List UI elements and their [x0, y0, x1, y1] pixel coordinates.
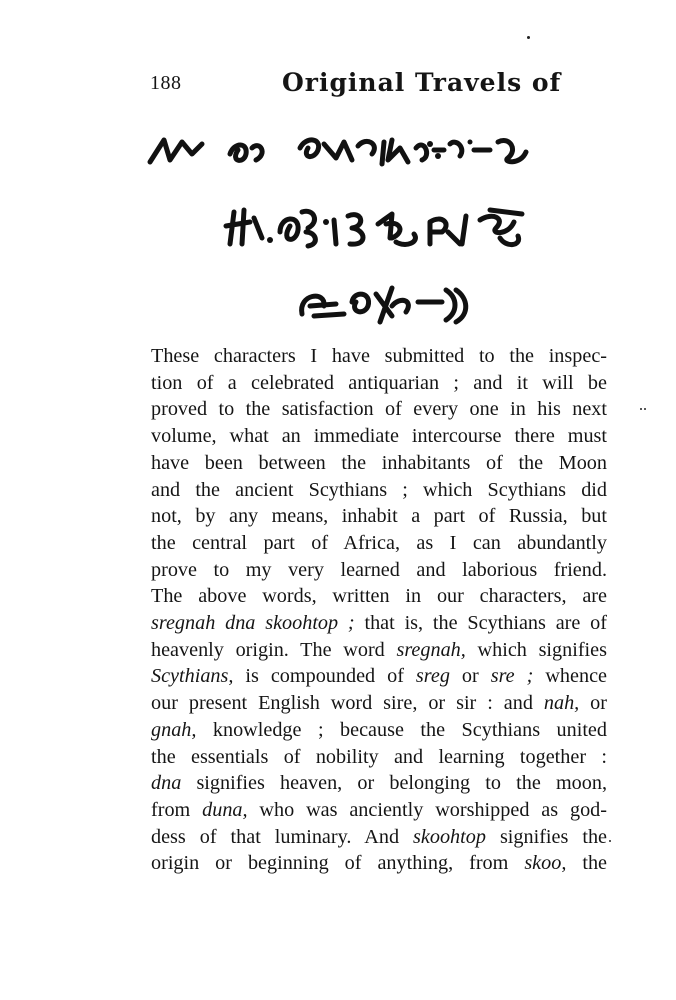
text-run: signifies the — [485, 825, 607, 848]
text-run: from — [151, 798, 203, 821]
text-line — [151, 690, 607, 717]
body-text — [151, 343, 607, 877]
text-line — [151, 850, 607, 877]
italic-term: nah, — [543, 692, 580, 715]
text-run: knowledge ; because the Scythians united — [196, 718, 607, 741]
italic-term: sreg — [415, 665, 450, 688]
text-run: or — [579, 692, 607, 715]
text-run: heavenly origin. The word — [151, 638, 397, 661]
text-line — [151, 343, 607, 370]
text-run: proved to the satisfaction of every one in his next — [151, 398, 607, 421]
text-run: prove to my very learned and laborious friend. — [151, 558, 607, 581]
text-run: origin or beginning of anything, from — [151, 852, 525, 875]
text-run: or — [449, 665, 491, 688]
text-run: have been between the inhabitants of the Moon — [151, 451, 607, 474]
lunar-script-line-2 — [130, 192, 600, 262]
text-line — [151, 717, 607, 744]
text-run: not, by any means, inhabit a part of Russia, but — [151, 505, 607, 528]
ink-speck — [609, 840, 611, 842]
text-run: our present English word sire, or sir : and — [151, 692, 544, 715]
ink-speck — [640, 408, 642, 410]
text-line — [151, 744, 607, 771]
italic-term: dna — [151, 772, 182, 795]
text-run: dess of that luminary. And — [151, 825, 414, 848]
text-line — [151, 824, 607, 851]
lunar-script-illustration — [130, 120, 600, 330]
text-run: signifies heaven, or belonging to the moon, — [181, 772, 607, 795]
page-header — [150, 68, 610, 102]
text-run: is compounded of — [233, 665, 416, 688]
text-run: tion of a celebrated antiquarian ; and it will be — [151, 371, 607, 394]
lunar-script-line-1 — [130, 120, 600, 180]
text-run: who was anciently worshipped as god- — [247, 798, 607, 821]
text-line — [151, 610, 607, 637]
text-line — [151, 370, 607, 397]
italic-term: sregnah, — [396, 638, 466, 661]
text-line — [151, 770, 607, 797]
italic-term: Scythians, — [151, 665, 234, 688]
text-run: whence — [533, 665, 607, 688]
text-run: The above words, written in our characters, are — [151, 585, 607, 608]
text-line — [151, 530, 607, 557]
ink-speck — [644, 408, 646, 410]
running-head: Original Travels of — [282, 68, 562, 97]
italic-term: sre ; — [490, 665, 534, 688]
text-line — [151, 797, 607, 824]
text-line — [151, 557, 607, 584]
italic-term: skoo, — [524, 852, 567, 875]
italic-term: duna, — [202, 798, 248, 821]
text-line — [151, 503, 607, 530]
text-run: the central part of Africa, as I can abundantly — [151, 531, 607, 554]
text-line — [151, 423, 607, 450]
lunar-script-line-3 — [130, 270, 600, 330]
italic-term: skoohtop — [413, 825, 486, 848]
text-line — [151, 663, 607, 690]
text-line — [151, 637, 607, 664]
italic-term: gnah, — [151, 718, 197, 741]
ink-speck — [527, 36, 530, 39]
text-run: that is, the Scythians are of — [354, 612, 607, 635]
page-number: 188 — [150, 72, 182, 94]
text-line — [151, 396, 607, 423]
text-line — [151, 477, 607, 504]
text-line — [151, 450, 607, 477]
text-line — [151, 583, 607, 610]
text-run: the — [566, 852, 607, 875]
text-run: which signifies — [465, 638, 607, 661]
text-run: and the ancient Scythians ; which Scythians did — [151, 478, 607, 501]
italic-term: sregnah dna skoohtop ; — [151, 612, 355, 635]
text-run: volume, what an immediate intercourse there must — [151, 425, 607, 448]
text-run: These characters I have submitted to the inspec- — [151, 345, 607, 367]
text-run: the essentials of nobility and learning together : — [151, 745, 607, 768]
